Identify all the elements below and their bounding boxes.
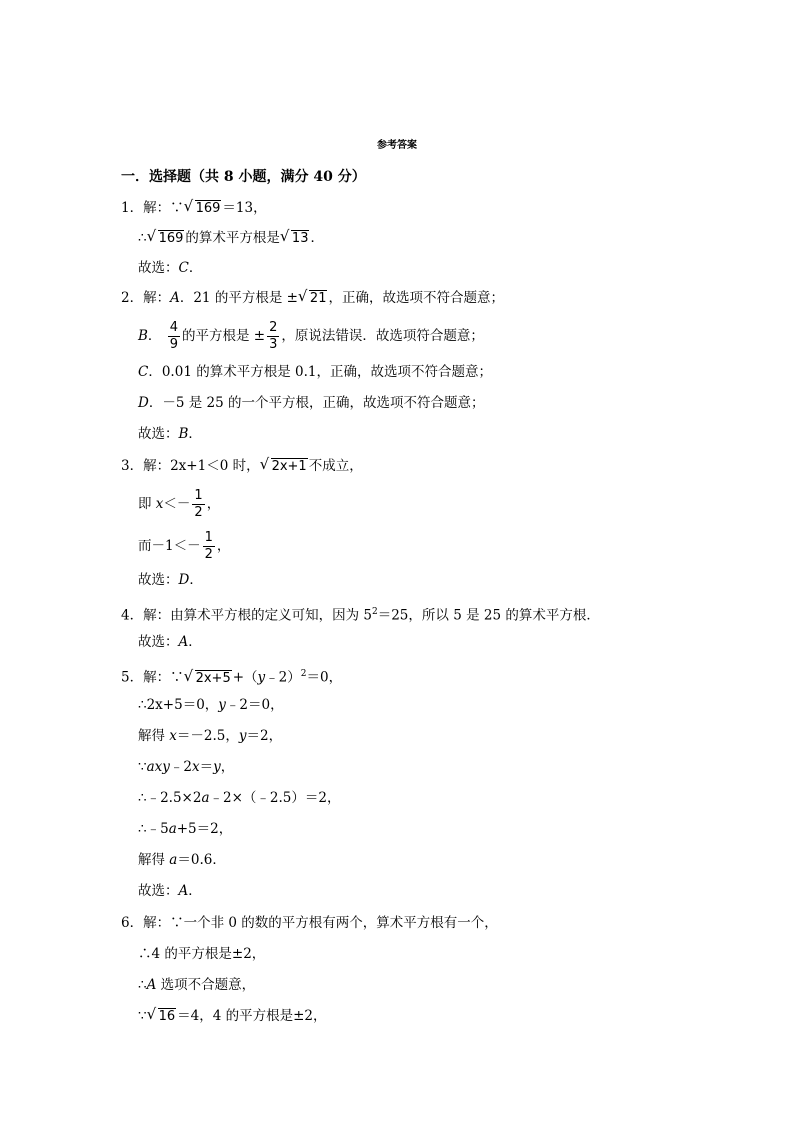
option-letter: A	[146, 977, 157, 993]
radicand: 2x+1	[271, 459, 307, 474]
text: 3．解：2x+1＜0 时，	[121, 458, 260, 474]
text: ＝4，4 的平方根是±2，	[177, 1008, 327, 1024]
q1-line-1	[121, 198, 267, 218]
q5-line-4	[138, 757, 234, 777]
text: 解得	[138, 728, 170, 744]
q3-line-1	[121, 456, 363, 476]
text: ．	[188, 260, 203, 276]
q1-answer	[138, 258, 202, 278]
text: ∵	[138, 1008, 147, 1024]
text: 故选：	[138, 634, 179, 650]
text: ＝25，所以 5 是 25 的算术平方根．	[377, 607, 600, 624]
q6-line-3	[138, 975, 255, 995]
q2-line-d	[138, 393, 484, 413]
q2-line-c	[138, 362, 492, 382]
variable: a	[201, 790, 210, 806]
q5-line-3	[138, 726, 282, 746]
text: 而－1＜－	[138, 538, 201, 554]
q5-line-2	[138, 695, 284, 715]
q2-line-a	[121, 288, 504, 308]
text: ﹣2）	[265, 669, 301, 686]
q6-line-1	[121, 913, 498, 933]
text: ＝0，	[306, 669, 343, 686]
text: ．	[189, 572, 203, 588]
answer-letter: C	[178, 260, 189, 276]
text: 的算术平方根是	[185, 230, 280, 246]
text: ．21 的平方根是 ±	[179, 290, 298, 306]
text: ，	[216, 538, 231, 554]
text: 不成立，	[308, 458, 363, 474]
numerator: 4	[169, 320, 178, 335]
option-letter: A	[170, 290, 180, 306]
radicand: 21	[309, 291, 327, 306]
q4-answer	[138, 632, 202, 652]
denominator: 2	[194, 505, 203, 520]
text: ∴	[138, 977, 147, 993]
text: 故选：	[138, 883, 179, 899]
text: ∴﹣2.5×2	[138, 790, 202, 806]
answer-letter: A	[178, 634, 189, 650]
exponent: 2	[300, 669, 307, 679]
option-letter: B	[138, 328, 148, 344]
denominator: 9	[169, 337, 178, 352]
answer-letter: A	[178, 883, 189, 899]
sqrt-expression: √ 2x+5	[183, 666, 231, 686]
sqrt-expression: √ 2x+1	[259, 455, 307, 474]
text: ＜－	[163, 496, 191, 512]
radicand: 169	[158, 231, 184, 246]
text: ﹣2＝0，	[225, 697, 284, 713]
q5-line-5	[138, 788, 341, 808]
text: ∵	[138, 759, 147, 775]
variable: y	[213, 759, 221, 775]
fraction	[203, 530, 215, 563]
text: 故选：	[138, 426, 179, 442]
denominator: 3	[269, 337, 278, 352]
text: 2．解：	[121, 290, 171, 306]
q1-line-2	[138, 228, 324, 248]
answer-letter: B	[178, 426, 189, 442]
q2-answer	[138, 424, 202, 444]
text: +（	[232, 669, 258, 686]
text: ∴2x+5＝0，	[138, 697, 219, 713]
denominator: 2	[204, 547, 213, 562]
variable: x	[191, 759, 200, 775]
sqrt-expression: √ 169	[146, 227, 184, 246]
text: ＝0.6．	[177, 852, 226, 868]
text: 6．解：∵一个非 0 的数的平方根有两个，算术平方根有一个，	[121, 915, 498, 931]
numerator: 1	[204, 530, 213, 545]
variable: x	[169, 728, 177, 744]
option-letter: C	[138, 364, 149, 380]
radicand: 2x+5	[195, 670, 231, 686]
variable: y	[218, 697, 226, 713]
text: +5＝2，	[176, 821, 233, 837]
text: ，	[206, 496, 221, 512]
text: ．	[188, 634, 202, 650]
text: ．	[147, 328, 162, 344]
q4-line-1	[121, 602, 600, 626]
q5-line-6	[138, 819, 232, 839]
text: ﹣2	[169, 759, 192, 775]
numerator: 2	[269, 320, 278, 335]
sqrt-expression: √ 21	[297, 287, 327, 306]
text: 1．解：∵	[121, 200, 184, 216]
text: ∴﹣5	[138, 821, 169, 837]
option-letter: D	[138, 395, 149, 411]
variable: x	[155, 496, 164, 512]
text: ∴4 的平方根是±2，	[138, 946, 266, 962]
radicand: 169	[195, 201, 221, 216]
text: 故选：	[138, 572, 179, 588]
q6-line-2	[138, 944, 265, 964]
text: ﹣2×（﹣2.5）＝2，	[209, 790, 341, 806]
text: ，正确，故选项不符合题意；	[328, 290, 504, 306]
q5-line-1	[121, 664, 342, 688]
text: 4．解：由算术平方根的定义可知，因为 5	[121, 607, 372, 624]
text: ＝	[199, 759, 214, 775]
q6-line-4	[138, 1006, 327, 1026]
text: ＝－2.5，	[176, 728, 239, 744]
text: 的平方根是 ±	[182, 328, 266, 344]
q3-answer	[138, 570, 203, 590]
variable: axy	[146, 759, 170, 775]
variable: y	[257, 669, 266, 686]
radicand: 16	[158, 1009, 176, 1024]
text: 解得	[138, 852, 170, 868]
numerator: 1	[194, 488, 203, 503]
text: ．0.01 的算术平方根是 0.1，正确，故选项不符合题意；	[148, 364, 492, 380]
text: ．	[310, 230, 324, 246]
text: ，	[220, 759, 235, 775]
q2-line-b	[138, 320, 484, 353]
text: 5．解：∵	[121, 669, 184, 686]
page-title: 参考答案	[377, 140, 417, 151]
q5-answer	[138, 881, 202, 901]
text: ＝2，	[246, 728, 283, 744]
variable: a	[169, 852, 178, 868]
text: ．－5 是 25 的一个平方根，正确，故选项不符合题意；	[148, 395, 485, 411]
text: 选项不合题意，	[156, 977, 256, 993]
fraction	[168, 320, 180, 353]
text: 即	[138, 496, 156, 512]
text: ．	[188, 883, 202, 899]
exponent: 2	[371, 607, 378, 617]
section-heading: 一．选择题（共 8 小题，满分 40 分）	[121, 169, 366, 185]
text: ，原说法错误．故选项符合题意；	[281, 328, 484, 344]
fraction	[267, 320, 279, 353]
q5-line-7	[138, 850, 226, 870]
text: ＝13，	[222, 200, 267, 216]
text: 故选：	[138, 260, 179, 276]
q3-line-3	[138, 530, 230, 563]
sqrt-expression: √ 169	[183, 197, 221, 216]
variable: y	[238, 728, 247, 744]
q3-line-2	[138, 488, 220, 521]
sqrt-expression: √ 13	[279, 227, 309, 246]
radicand: 13	[291, 231, 309, 246]
fraction	[192, 488, 204, 521]
sqrt-expression: √ 16	[146, 1005, 176, 1024]
answer-letter: D	[178, 572, 190, 588]
text: ∴	[138, 230, 147, 246]
text: ．	[188, 426, 202, 442]
variable: a	[168, 821, 177, 837]
